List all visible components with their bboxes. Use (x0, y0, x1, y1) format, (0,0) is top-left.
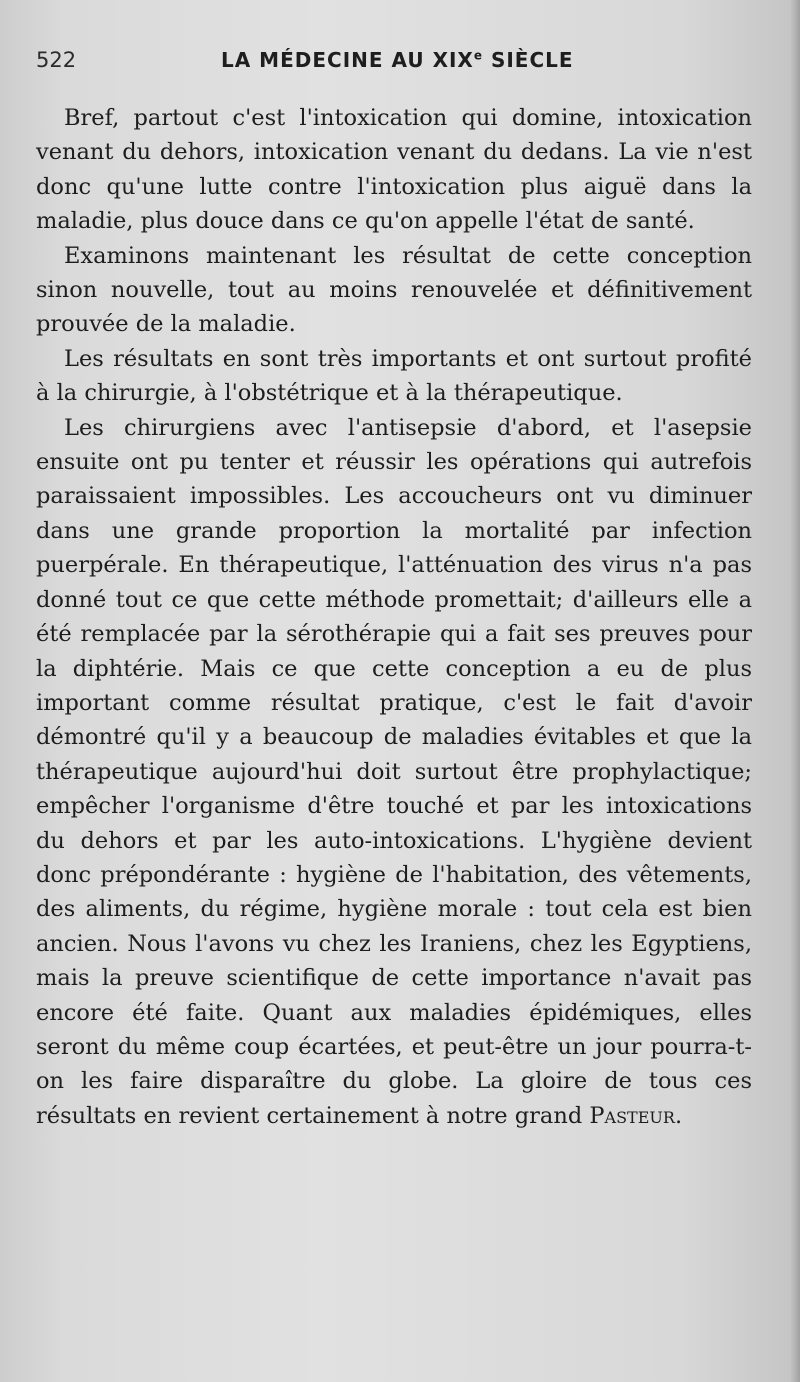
page-edge-shadow (790, 0, 800, 1382)
running-head (221, 48, 574, 72)
page-header (36, 48, 756, 78)
paragraph-3: Les résultats en sont très importants et ont surtout profité à la chirurgie, à l'obstétrique et à la thérapeutique. (36, 345, 752, 407)
body-text (36, 101, 752, 1133)
closing-punctuation: . (674, 1102, 683, 1129)
paragraph-4 (36, 411, 752, 1134)
running-head-suffix: SIÈCLE (482, 48, 574, 72)
running-head-text: LA MÉDECINE AU XIX (221, 48, 474, 72)
page-number: 522 (36, 48, 77, 72)
closing-name: Pasteur (589, 1102, 675, 1129)
running-head-superscript: e (473, 48, 483, 63)
paragraph-2: Examinons maintenant les résultat de cette conception sinon nouvelle, tout au moins renouvelée et définitivement prouvée de la maladie. (36, 242, 752, 338)
paragraph-1: Bref, partout c'est l'intoxication qui domine, intoxication venant du dehors, intoxication venant du dedans. La vie n'est donc qu'une lutte contre l'intoxication plus aiguë dans la maladie, plus douce dans ce qu'on appelle l'état de santé. (36, 105, 752, 235)
paragraph-4-text: Les chirurgiens avec l'antisepsie d'abord, et l'asepsie ensuite ont pu tenter et réussir les opérations qui autrefois paraissaient impossibles. Les accoucheurs ont vu diminuer dans une grande proportion la mortalité par infection puerpérale. En thérapeutique, l'atténuation des virus n'a pas donné tout ce que cette méthode promettait; d'ailleurs elle a été remplacée par la sérothérapie qui a fait ses preuves pour la diphtérie. Mais ce que cette conception a eu de plus important comme résultat pratique, c'est le fait d'avoir démontré qu'il y a beaucoup de maladies évitables et que la thérapeutique aujourd'hui doit surtout être prophylactique; empêcher l'organisme d'être touché et par les intoxications du dehors et par les auto-intoxications. L'hygiène devient donc prépondérante : hygiène de l'habitation, des vêtements, des aliments, du régime, hygiène morale : tout cela est bien ancien. Nous l'avons vu chez les Iraniens, chez les Egyptiens, mais la preuve scientifique de cette importance n'avait pas encore été faite. Quant aux maladies épidémiques, elles seront du même coup écartées, et peut-être un jour pourra-t-on les faire disparaître du globe. La gloire de tous ces résultats en revient certainement à notre grand (36, 414, 752, 1129)
